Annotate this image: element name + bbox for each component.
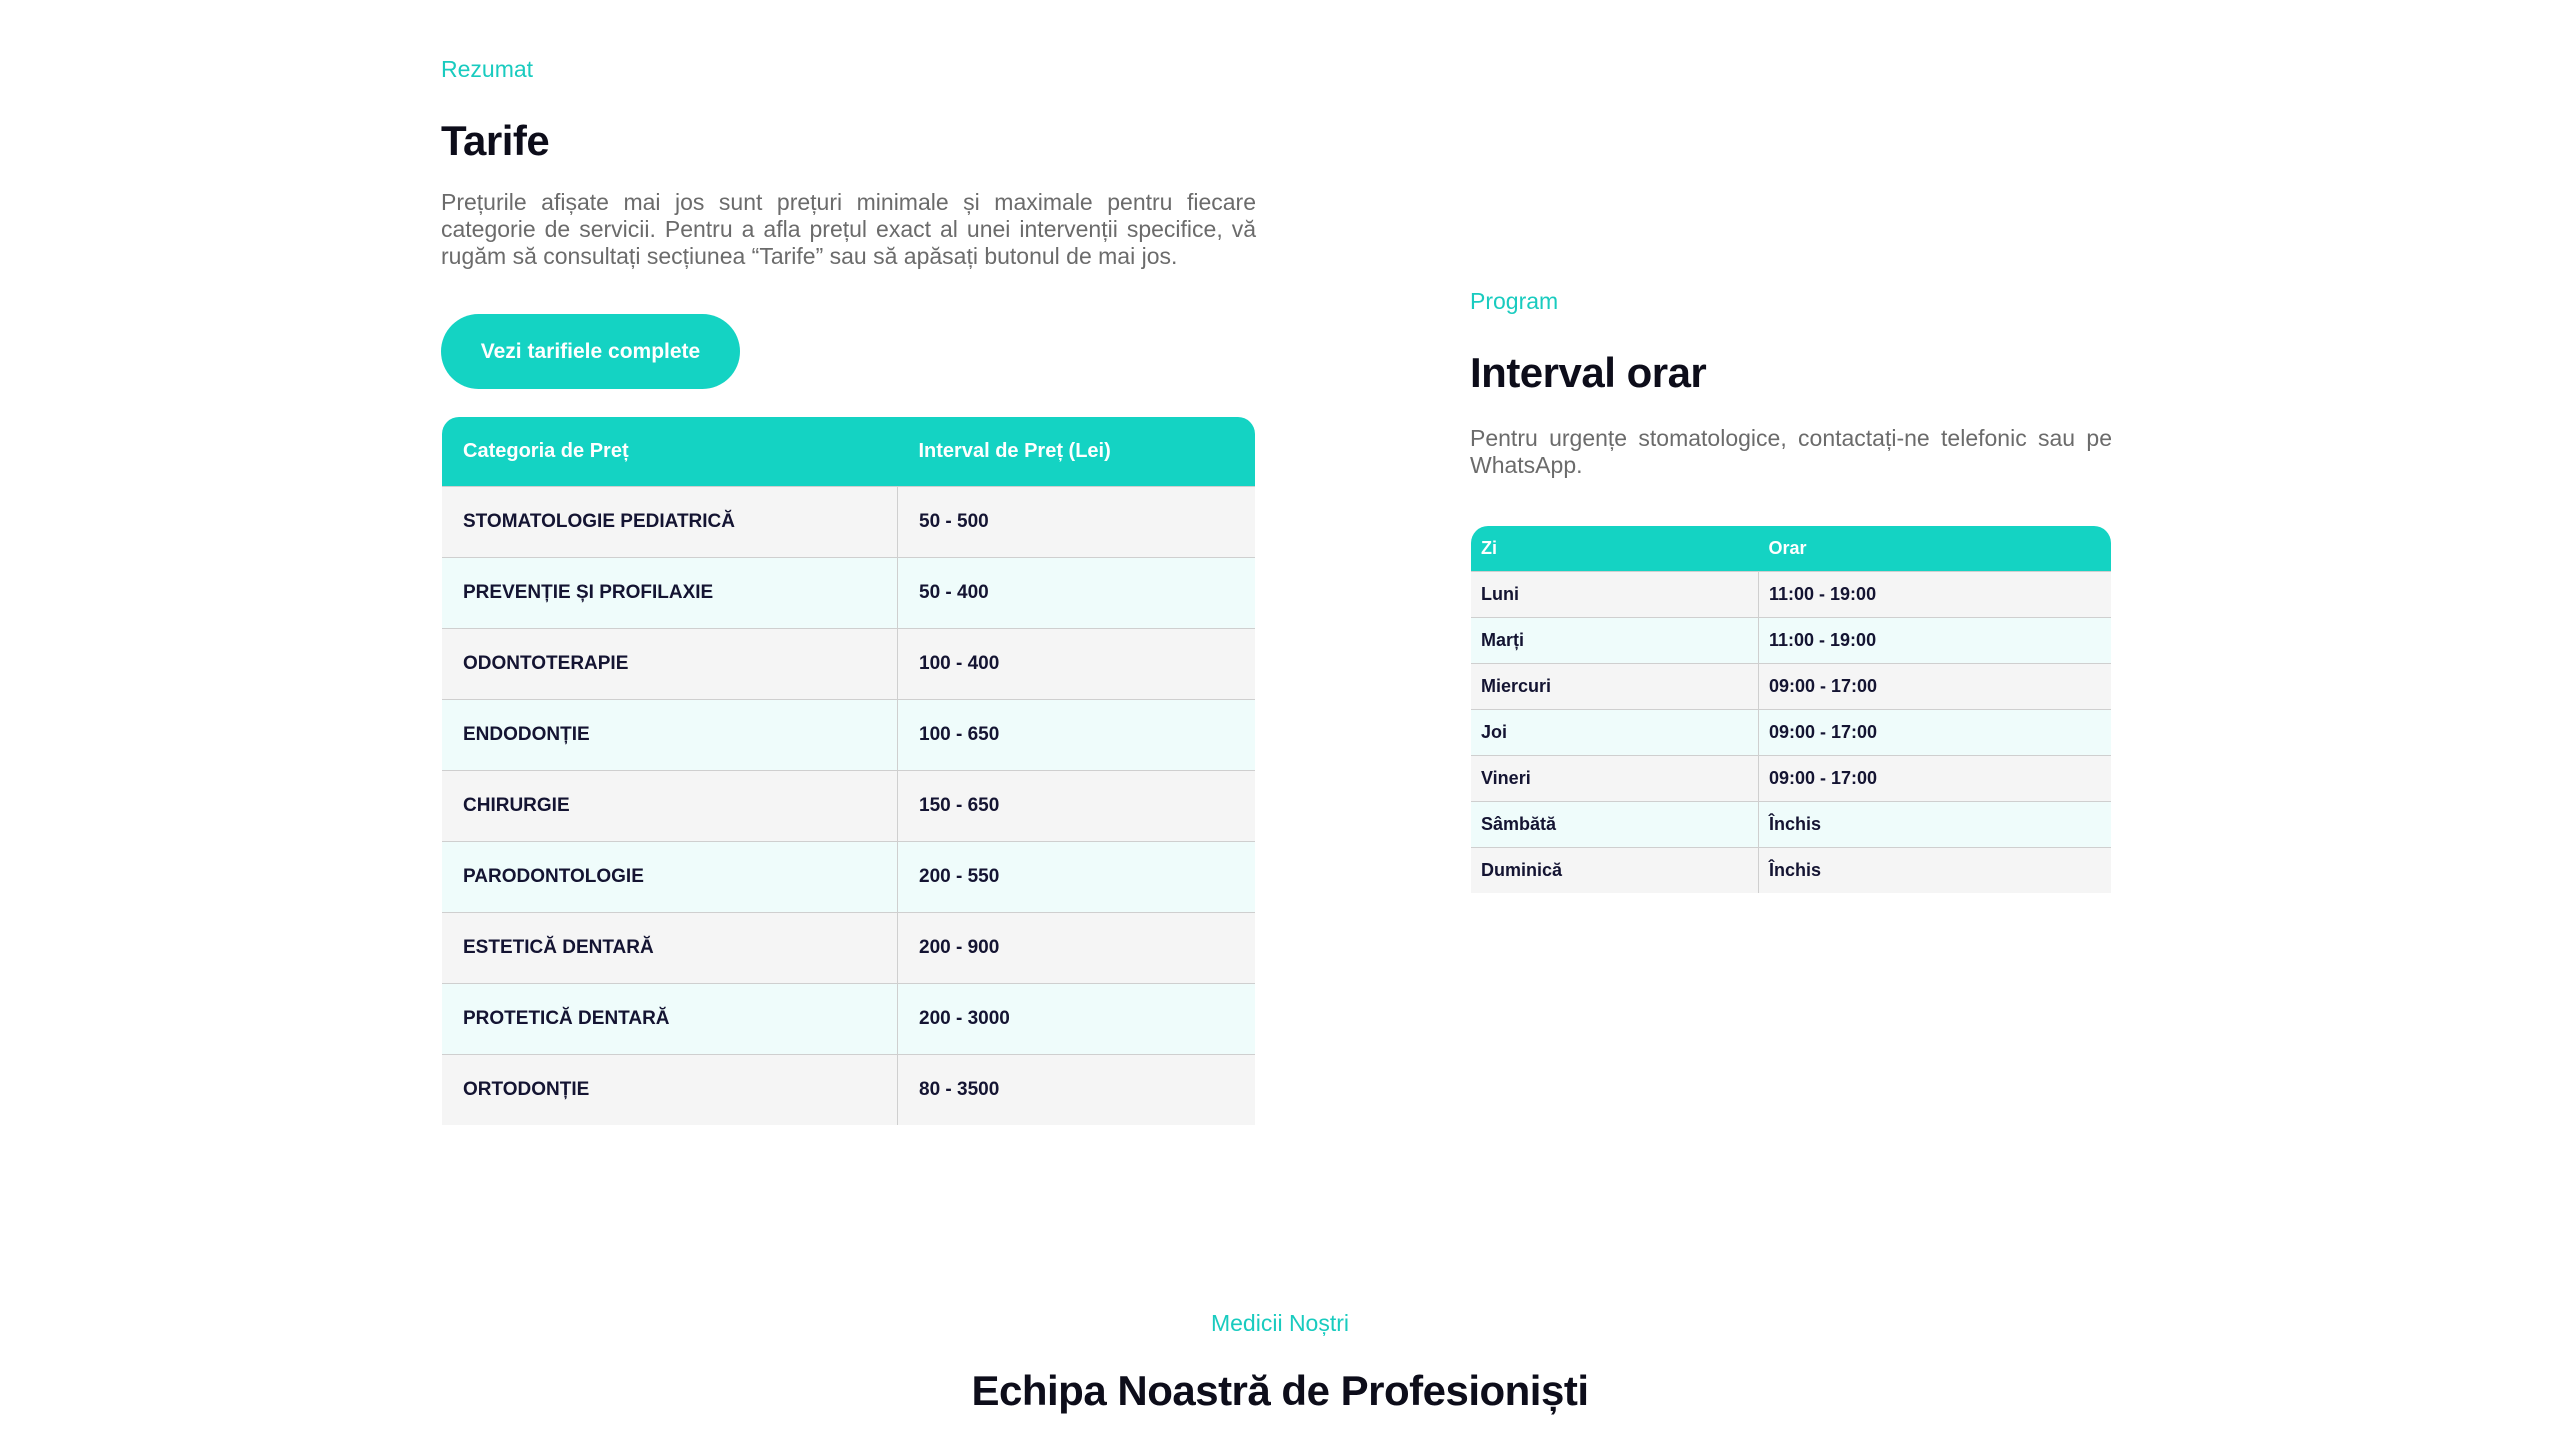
day-cell: Miercuri — [1471, 664, 1759, 710]
hours-table-header-hours: Orar — [1759, 526, 2112, 572]
hours-cell: Închis — [1759, 802, 2112, 848]
hours-table — [1470, 525, 2112, 894]
price-category-cell: STOMATOLOGIE PEDIATRICĂ — [442, 487, 898, 558]
day-cell: Vineri — [1471, 756, 1759, 802]
table-row — [1471, 710, 2112, 756]
hours-cell: 11:00 - 19:00 — [1759, 572, 2112, 618]
table-row — [1471, 848, 2112, 894]
hours-cell: 11:00 - 19:00 — [1759, 618, 2112, 664]
table-row — [442, 487, 1256, 558]
table-row — [1471, 664, 2112, 710]
price-category-cell: ODONTOTERAPIE — [442, 629, 898, 700]
hours-cell: Închis — [1759, 848, 2112, 894]
schedule-section — [1470, 288, 2112, 894]
table-row — [1471, 572, 2112, 618]
day-cell: Joi — [1471, 710, 1759, 756]
schedule-eyebrow: Program — [1470, 288, 1559, 314]
price-range-cell: 80 - 3500 — [898, 1055, 1256, 1126]
pricing-title: Tarife — [441, 117, 550, 164]
day-cell: Marți — [1471, 618, 1759, 664]
price-table — [441, 416, 1256, 1126]
pricing-eyebrow: Rezumat — [441, 56, 534, 82]
hours-table-header-row — [1471, 526, 2112, 572]
price-category-cell: PREVENȚIE ȘI PROFILAXIE — [442, 558, 898, 629]
price-category-cell: CHIRURGIE — [442, 771, 898, 842]
day-cell: Duminică — [1471, 848, 1759, 894]
day-cell: Sâmbătă — [1471, 802, 1759, 848]
price-table-header-range: Interval de Preț (Lei) — [898, 417, 1256, 487]
price-table-header-row — [442, 417, 1256, 487]
table-row — [442, 771, 1256, 842]
table-row — [1471, 618, 2112, 664]
price-category-cell: ORTODONȚIE — [442, 1055, 898, 1126]
schedule-title: Interval orar — [1470, 349, 1707, 396]
table-row — [1471, 756, 2112, 802]
table-row — [442, 842, 1256, 913]
table-row — [442, 700, 1256, 771]
pricing-description: Prețurile afișate mai jos sunt prețuri minimale și maximale pentru fiecare categorie de servicii. Pentru a afla prețul exact al unei intervenții specifice, vă rugăm să consultați secțiunea “Tarife” sau să apăsați butonul de mai jos. — [441, 189, 1256, 269]
team-title: Echipa Noastră de Profesioniști — [971, 1367, 1589, 1414]
hours-cell: 09:00 - 17:00 — [1759, 756, 2112, 802]
price-range-cell: 200 - 900 — [898, 913, 1256, 984]
table-row — [442, 629, 1256, 700]
table-row — [442, 984, 1256, 1055]
price-category-cell: ESTETICĂ DENTARĂ — [442, 913, 898, 984]
view-full-prices-button[interactable]: Vezi tarifiele complete — [441, 314, 740, 389]
price-range-cell: 200 - 3000 — [898, 984, 1256, 1055]
price-category-cell: ENDODONȚIE — [442, 700, 898, 771]
table-row — [442, 1055, 1256, 1126]
price-category-cell: PROTETICĂ DENTARĂ — [442, 984, 898, 1055]
day-cell: Luni — [1471, 572, 1759, 618]
price-range-cell: 150 - 650 — [898, 771, 1256, 842]
hours-table-header-day: Zi — [1471, 526, 1759, 572]
table-row — [442, 913, 1256, 984]
table-row — [442, 558, 1256, 629]
hours-cell: 09:00 - 17:00 — [1759, 710, 2112, 756]
price-range-cell: 50 - 400 — [898, 558, 1256, 629]
table-row — [1471, 802, 2112, 848]
schedule-description: Pentru urgențe stomatologice, contactați-ne telefonic sau pe WhatsApp. — [1470, 425, 2112, 478]
price-category-cell: PARODONTOLOGIE — [442, 842, 898, 913]
price-range-cell: 50 - 500 — [898, 487, 1256, 558]
hours-cell: 09:00 - 17:00 — [1759, 664, 2112, 710]
price-range-cell: 100 - 400 — [898, 629, 1256, 700]
price-range-cell: 200 - 550 — [898, 842, 1256, 913]
team-section — [0, 1310, 2560, 1415]
team-eyebrow: Medicii Noștri — [1210, 1310, 1350, 1336]
pricing-section — [441, 56, 1256, 1126]
price-table-header-category: Categoria de Preț — [442, 417, 898, 487]
price-range-cell: 100 - 650 — [898, 700, 1256, 771]
